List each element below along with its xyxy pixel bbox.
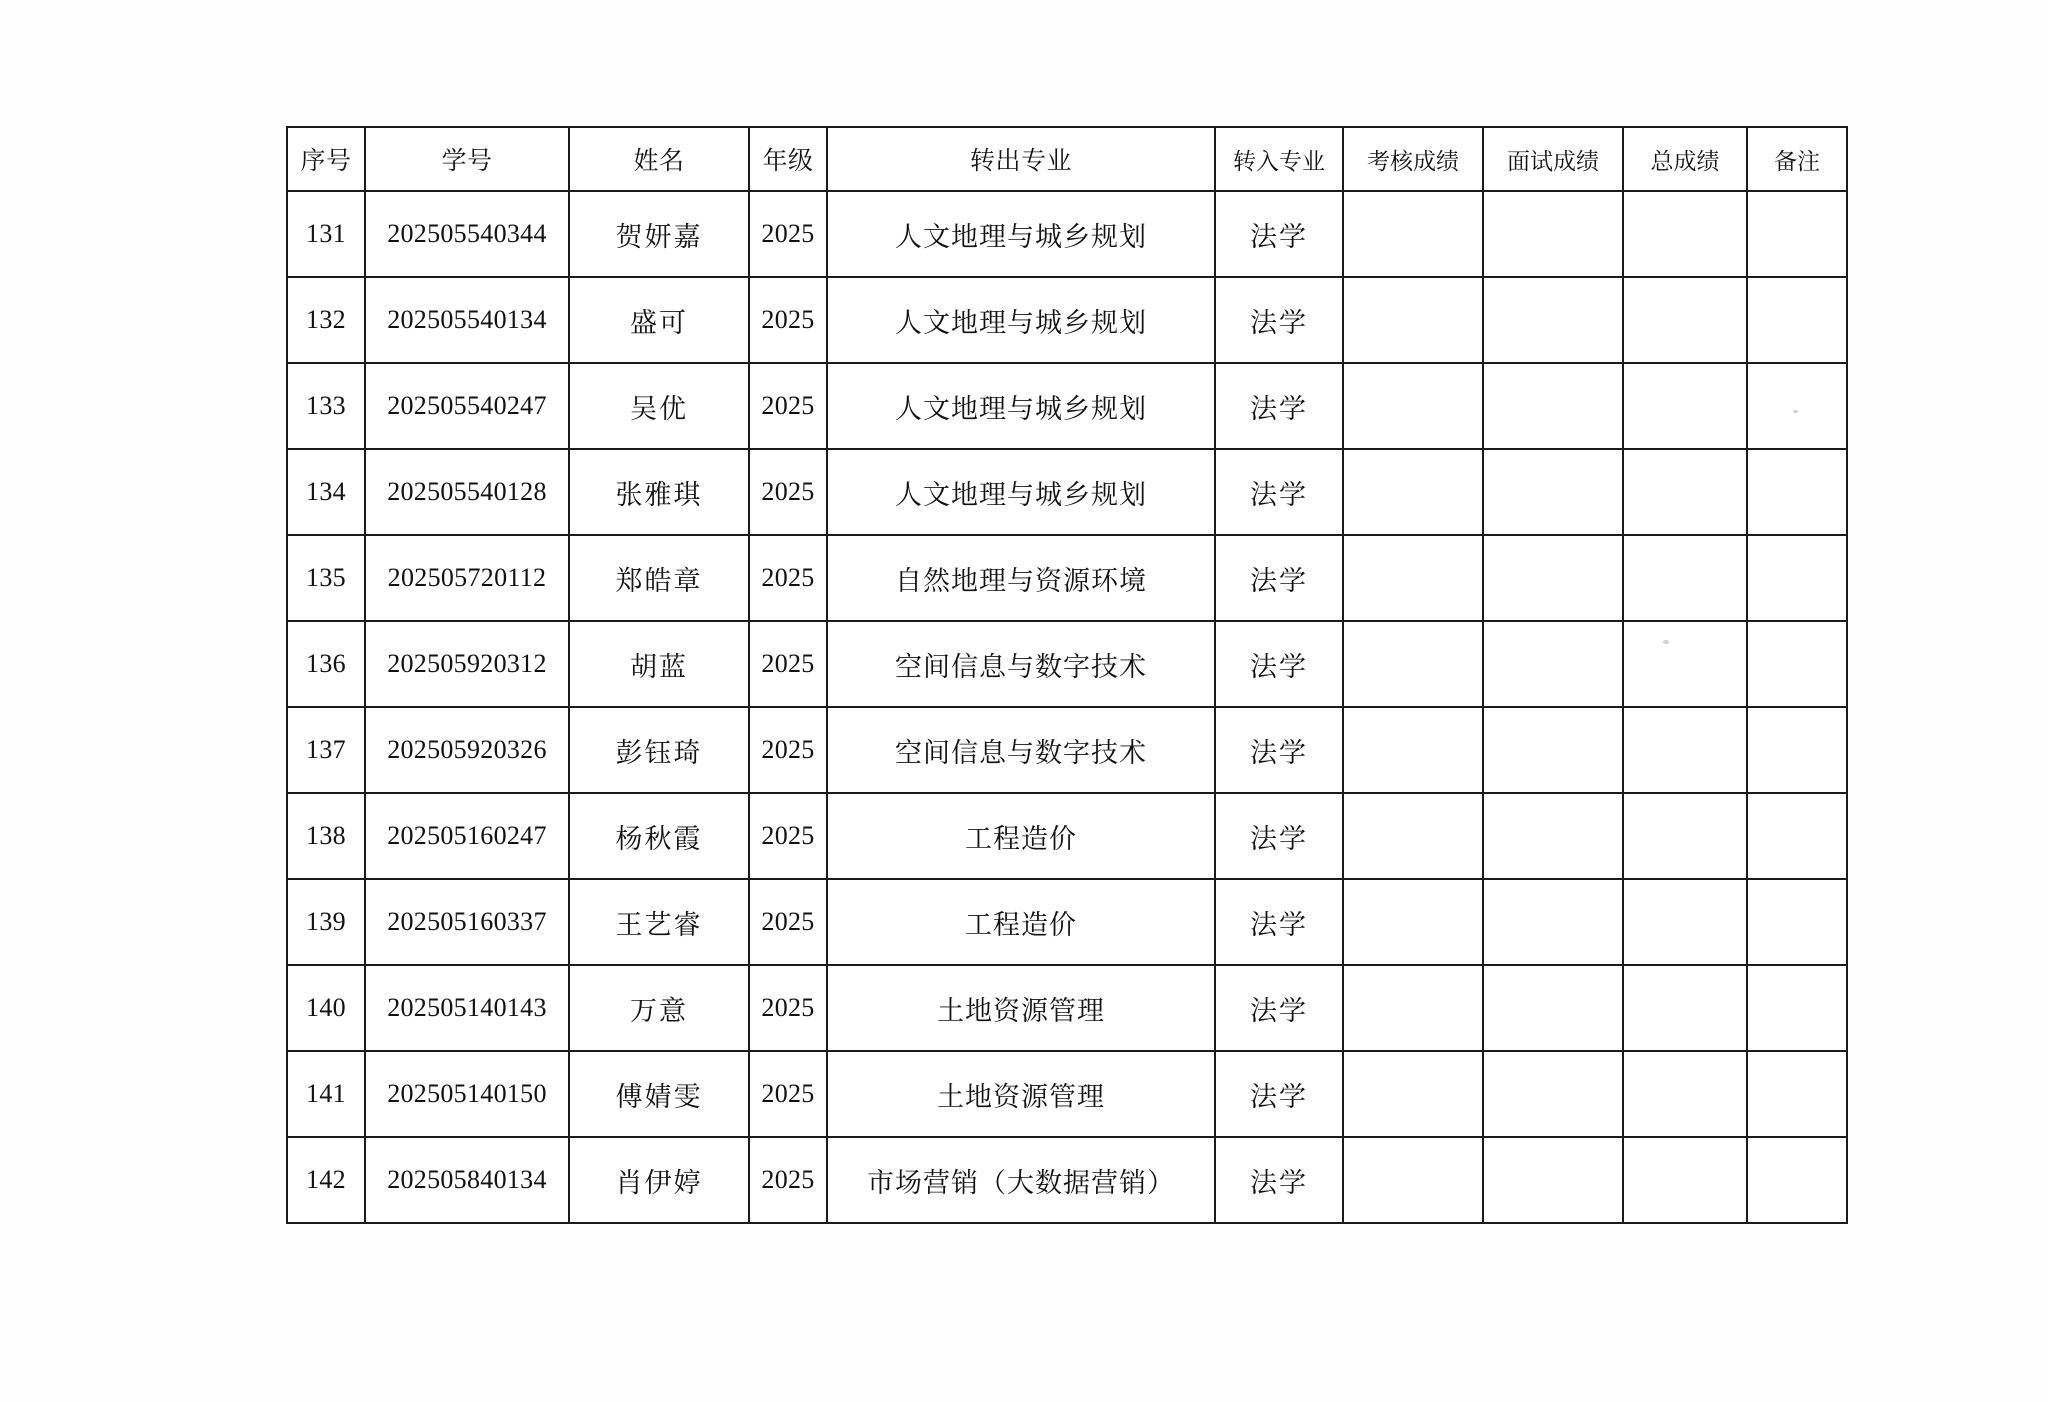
cell-student-id: 202505540134 [365,277,569,363]
cell-name: 万意 [569,965,749,1051]
cell-remark [1747,707,1847,793]
cell-total-score [1623,793,1747,879]
cell-to-major: 法学 [1215,965,1343,1051]
table-row [287,1051,1847,1137]
cell-remark [1747,363,1847,449]
cell-total-score [1623,277,1747,363]
cell-remark [1747,879,1847,965]
column-header-grade: 年级 [749,127,827,191]
cell-student-id: 202505540344 [365,191,569,277]
column-header-to-major: 转入专业 [1215,127,1343,191]
cell-interview-score [1483,449,1623,535]
cell-exam-score [1343,1137,1483,1223]
table-header-row [287,127,1847,191]
cell-grade: 2025 [749,1051,827,1137]
cell-to-major: 法学 [1215,793,1343,879]
table-row [287,965,1847,1051]
table-body [287,191,1847,1223]
cell-student-id: 202505720112 [365,535,569,621]
table-row [287,449,1847,535]
cell-total-score [1623,449,1747,535]
cell-name: 盛可 [569,277,749,363]
cell-grade: 2025 [749,363,827,449]
cell-name: 王艺睿 [569,879,749,965]
cell-exam-score [1343,277,1483,363]
cell-from-major: 工程造价 [827,793,1215,879]
table-row [287,1137,1847,1223]
table-row [287,707,1847,793]
column-header-from-major: 转出专业 [827,127,1215,191]
cell-remark [1747,621,1847,707]
cell-total-score [1623,965,1747,1051]
table-row [287,879,1847,965]
cell-total-score [1623,535,1747,621]
cell-name: 贺妍嘉 [569,191,749,277]
cell-interview-score [1483,191,1623,277]
cell-interview-score [1483,965,1623,1051]
cell-exam-score [1343,707,1483,793]
cell-grade: 2025 [749,707,827,793]
cell-to-major: 法学 [1215,707,1343,793]
cell-exam-score [1343,879,1483,965]
cell-index: 133 [287,363,365,449]
cell-grade: 2025 [749,965,827,1051]
table-row [287,793,1847,879]
cell-grade: 2025 [749,449,827,535]
cell-index: 139 [287,879,365,965]
cell-grade: 2025 [749,1137,827,1223]
cell-index: 140 [287,965,365,1051]
cell-from-major: 空间信息与数字技术 [827,707,1215,793]
cell-total-score [1623,1051,1747,1137]
cell-total-score [1623,707,1747,793]
cell-from-major: 土地资源管理 [827,965,1215,1051]
cell-remark [1747,793,1847,879]
cell-student-id: 202505540128 [365,449,569,535]
cell-interview-score [1483,1137,1623,1223]
cell-name: 肖伊婷 [569,1137,749,1223]
cell-interview-score [1483,363,1623,449]
cell-to-major: 法学 [1215,535,1343,621]
cell-remark [1747,1137,1847,1223]
table-row [287,363,1847,449]
cell-total-score [1623,879,1747,965]
cell-grade: 2025 [749,277,827,363]
cell-from-major: 人文地理与城乡规划 [827,449,1215,535]
grades-table [286,126,1848,1224]
scan-speck [1663,640,1669,644]
cell-remark [1747,191,1847,277]
cell-student-id: 202505160337 [365,879,569,965]
cell-from-major: 自然地理与资源环境 [827,535,1215,621]
cell-to-major: 法学 [1215,1051,1343,1137]
cell-grade: 2025 [749,793,827,879]
table-row [287,191,1847,277]
cell-total-score [1623,1137,1747,1223]
table-row [287,621,1847,707]
table-header [287,127,1847,191]
cell-interview-score [1483,793,1623,879]
cell-total-score [1623,621,1747,707]
column-header-index: 序号 [287,127,365,191]
cell-from-major: 人文地理与城乡规划 [827,277,1215,363]
cell-student-id: 202505140150 [365,1051,569,1137]
cell-interview-score [1483,879,1623,965]
cell-from-major: 人文地理与城乡规划 [827,191,1215,277]
cell-index: 131 [287,191,365,277]
cell-name: 杨秋霞 [569,793,749,879]
cell-remark [1747,535,1847,621]
cell-from-major: 工程造价 [827,879,1215,965]
cell-exam-score [1343,793,1483,879]
cell-remark [1747,965,1847,1051]
cell-remark [1747,277,1847,363]
cell-grade: 2025 [749,879,827,965]
cell-student-id: 202505920312 [365,621,569,707]
table-row [287,535,1847,621]
column-header-total-score: 总成绩 [1623,127,1747,191]
cell-exam-score [1343,621,1483,707]
column-header-interview-score: 面试成绩 [1483,127,1623,191]
cell-from-major: 空间信息与数字技术 [827,621,1215,707]
cell-student-id: 202505840134 [365,1137,569,1223]
cell-index: 134 [287,449,365,535]
cell-to-major: 法学 [1215,621,1343,707]
cell-index: 142 [287,1137,365,1223]
cell-student-id: 202505140143 [365,965,569,1051]
cell-interview-score [1483,277,1623,363]
cell-interview-score [1483,621,1623,707]
cell-to-major: 法学 [1215,449,1343,535]
cell-exam-score [1343,965,1483,1051]
cell-from-major: 人文地理与城乡规划 [827,363,1215,449]
table-row [287,277,1847,363]
cell-exam-score [1343,363,1483,449]
cell-from-major: 市场营销（大数据营销） [827,1137,1215,1223]
cell-name: 张雅琪 [569,449,749,535]
cell-interview-score [1483,535,1623,621]
cell-index: 137 [287,707,365,793]
cell-to-major: 法学 [1215,363,1343,449]
cell-total-score [1623,191,1747,277]
column-header-remark: 备注 [1747,127,1847,191]
cell-name: 吴优 [569,363,749,449]
column-header-student-id: 学号 [365,127,569,191]
grades-table-container [286,126,1846,1224]
cell-index: 135 [287,535,365,621]
cell-index: 136 [287,621,365,707]
cell-to-major: 法学 [1215,1137,1343,1223]
cell-exam-score [1343,535,1483,621]
cell-to-major: 法学 [1215,879,1343,965]
cell-remark [1747,449,1847,535]
cell-name: 胡蓝 [569,621,749,707]
cell-grade: 2025 [749,191,827,277]
cell-from-major: 土地资源管理 [827,1051,1215,1137]
column-header-exam-score: 考核成绩 [1343,127,1483,191]
cell-total-score [1623,363,1747,449]
cell-index: 138 [287,793,365,879]
cell-exam-score [1343,191,1483,277]
cell-name: 傅婧雯 [569,1051,749,1137]
cell-index: 132 [287,277,365,363]
column-header-name: 姓名 [569,127,749,191]
cell-student-id: 202505540247 [365,363,569,449]
cell-name: 彭钰琦 [569,707,749,793]
cell-to-major: 法学 [1215,277,1343,363]
cell-interview-score [1483,707,1623,793]
cell-grade: 2025 [749,535,827,621]
cell-remark [1747,1051,1847,1137]
cell-student-id: 202505160247 [365,793,569,879]
cell-interview-score [1483,1051,1623,1137]
cell-to-major: 法学 [1215,191,1343,277]
cell-grade: 2025 [749,621,827,707]
cell-exam-score [1343,1051,1483,1137]
cell-student-id: 202505920326 [365,707,569,793]
cell-name: 郑皓章 [569,535,749,621]
scan-speck [1793,410,1798,413]
cell-index: 141 [287,1051,365,1137]
cell-exam-score [1343,449,1483,535]
